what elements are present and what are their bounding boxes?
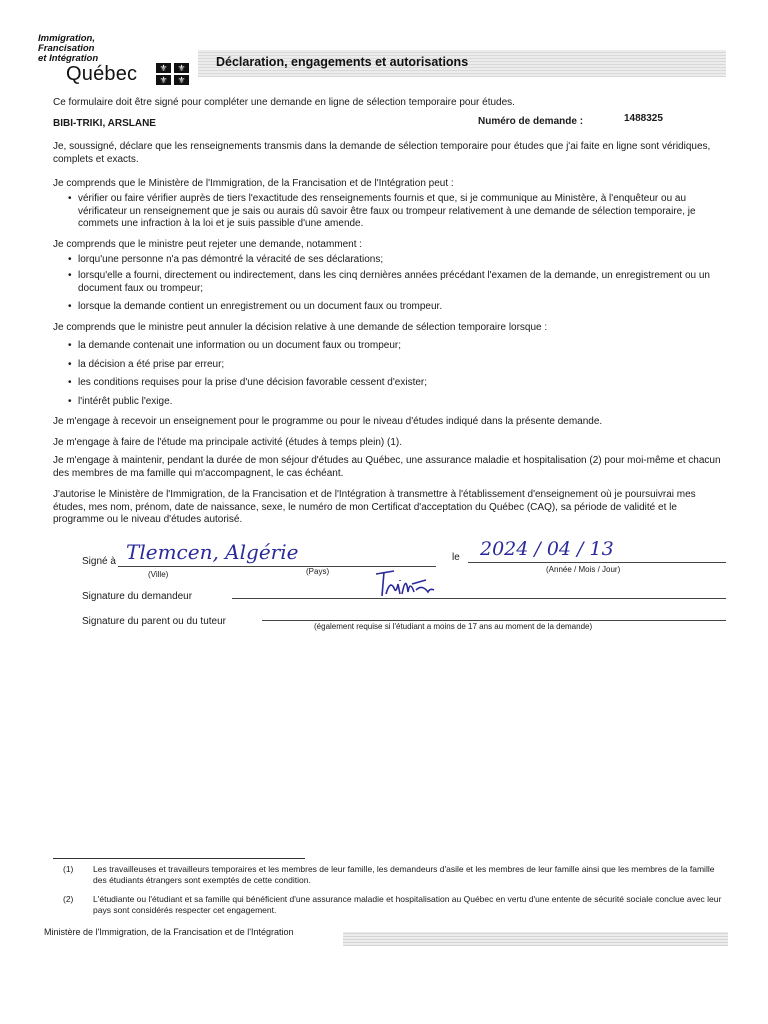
request-number-label: Numéro de demande : (478, 116, 584, 127)
footnote-1: (1) Les travailleuses et travailleurs temporaires et les membres de leur famille, les demandeurs d'asile et les membres de leur famille ainsi que les membres de la famille des étudiants étrangers sont exemptés de cette condition. (63, 864, 715, 885)
logo-line-1: Immigration, (38, 33, 96, 44)
title-band (198, 50, 726, 77)
fleur-de-lis-icon: ⚜ ⚜ ⚜ ⚜ (156, 63, 192, 87)
city-label: (Ville) (148, 570, 169, 579)
engage-insurance: Je m'engage à maintenir, pendant la durée de mon séjour d'études au Québec, une assurance maladie et hospitalisation (2) pour moi-même et chacun des membres de ma famille qui m'accompagnent, le cas échéant. (53, 455, 721, 479)
footnote-divider (53, 858, 305, 859)
list-item: • vérifier ou faire vérifier auprès de tiers l'exactitude des renseignements fournis et que, si je communique au Ministère, à l'enquêteur ou au vérificateur un renseignement que je sais ou aurais dû savoir être faux ou trompeur relativement à une demande de sélection temporaire, je commets une infraction à la loi et je suis passible d'une amende. (68, 193, 696, 229)
applicant-name: BIBI-TRIKI, ARSLANE (53, 118, 156, 129)
guardian-note: (également requise si l'étudiant a moins de 17 ans au moment de la demande) (314, 622, 593, 631)
footer-ministry: Ministère de l'Immigration, de la Francisation et de l'Intégration (44, 927, 294, 937)
engage-study: Je m'engage à faire de l'étude ma principale activité (études à temps plein) (1). (53, 437, 403, 448)
date-le-label: le (452, 552, 460, 563)
footer-band (343, 932, 728, 946)
logo-line-2: Francisation (38, 43, 95, 54)
applicant-signature-line (232, 598, 726, 599)
intro-text: Ce formulaire doit être signé pour compléter une demande en ligne de sélection temporaire pour études. (53, 97, 515, 108)
reject-intro: Je comprends que le ministre peut rejeter une demande, notamment : (53, 239, 363, 250)
form-title: Déclaration, engagements et autorisations (216, 55, 469, 69)
signed-at-label: Signé à (82, 556, 116, 567)
form-page: Immigration, Francisation et Intégration Québec ⚜ ⚜ ⚜ ⚜ Déclaration, engagements et autorisations Ce formulaire doit être signé pour compléter une demande en ligne de sélection temporaire pour études. BIBI-TRIKI, ARSLANE Numéro de demande : 1488325 Je, soussigné, déclare que les renseignements transmis dans la demande de sélection temporaire pour études que j'ai faite en ligne sont véridiques, complets et exacts. Je comprends que le Ministère de l'Immigration, de la Francisation et de l'Intégration peut : • vérifier ou faire vérifier auprès de tiers l'exactitude des renseignements fournis et que, si je communique au Ministère, à l'enquêteur ou au vérificateur un renseignement que je sais ou aurais dû savoir être faux ou trompeur relativement à une demande de sélection temporaire, je commets une infraction à la loi et je suis passible d'une amende. Je comprends que le ministre peut rejeter une demande, notamment : • lorqu'une personne n'a pas démontré la véracité de ses déclarations; • lorsqu'elle a fourni, directement ou indirectement, dans les cinq dernières années précédant l'examen de la demande, un enregistrement ou un document faux ou trompeur; • lorsque la demande contient un enregistrement ou un document faux ou trompeur. Je comprends que le ministre peut annuler la décision relative à une demande de sélection temporaire lorsque : • la demande contenait une information ou un document faux ou trompeur; • la décision a été prise par erreur; • les conditions requises pour la prise d'une décision favorable cessent d'exister; • l'intérêt public l'exige. Je m'engage à recevoir un enseignement pour le programme ou pour le niveau d'études indiqué dans la présente demande. Je m'engage à faire de l'étude ma principale activité (études à temps plein) (1). Je m'engage à maintenir, pendant la durée de mon séjour d'études au Québec, une assurance maladie et hospitalisation (2) pour moi-même et chacun des membres de ma famille qui m'accompagnent, le cas échéant. J'autorise le Ministère de l'Immigration, de la Francisation et de l'Intégration à transmettre à l'établissement d'enseignement où je poursuivrai mes études, mes nom, prénom, date de naissance, sexe, le numéro de mon Certificat d'acceptation du Québec (CAQ), sa période de validité et le programme ou le niveau d'études autorisé. Signé à Tlemcen, Algérie (Ville) (Pays) le 2024 / 04 / 13 (Année / Mois / Jour) Signature du demandeur Signature du parent ou du tuteur (également requise si l'étudiant a moins de 17 ans au moment de la demande) (1) Les travailleuses et travailleurs temporaires et les membres de leur famille, les demandeurs d'asile et les membres de leur famille ainsi que les membres de la famille des étudiants étrangers sont exemptés de cette condition. (2) L'étudiante ou l'étudiant et sa famille qui bénéficient d'une assurance maladie et hospitalisation au Québec en vertu d'une entente de sécurité sociale conclue avec leur pays sont considérés respecter cet engagement. Ministère de l'Immigration, de la Francisation et de l'Intégration (0, 0, 768, 1024)
footnote-2: (2) L'étudiante ou l'étudiant et sa famille qui bénéficient d'une assurance maladie et hospitalisation au Québec en vertu d'une entente de sécurité sociale conclue avec leur pays sont considérés respecter cet engagement. (63, 894, 722, 915)
engage-teaching: Je m'engage à recevoir un enseignement pour le programme ou pour le niveau d'études indiqué dans la présente demande. (53, 416, 603, 427)
logo-name: Québec (66, 63, 138, 85)
date-format-label: (Année / Mois / Jour) (546, 565, 621, 574)
quebec-logo (38, 34, 198, 90)
date-handwritten[interactable]: 2024 / 04 / 13 (480, 538, 614, 560)
declaration-paragraph: Je, soussigné, déclare que les renseignements transmis dans la demande de sélection temporaire pour études que j'ai faite en ligne sont véridiques, complets et exacts. (53, 141, 711, 165)
date-line (468, 562, 726, 563)
request-number: 1488325 (624, 113, 663, 124)
country-label: (Pays) (306, 567, 330, 576)
place-handwritten[interactable]: Tlemcen, Algérie (126, 540, 299, 564)
applicant-signature-label: Signature du demandeur (82, 591, 193, 602)
logo-line-3: et Intégration (38, 53, 99, 64)
cancel-intro: Je comprends que le ministre peut annuler la décision relative à une demande de sélection temporaire lorsque : (53, 322, 548, 333)
applicant-signature-mark[interactable] (372, 566, 436, 602)
guardian-signature-label: Signature du parent ou du tuteur (82, 616, 226, 627)
guardian-signature-line (262, 620, 726, 621)
authorize-paragraph: J'autorise le Ministère de l'Immigration, de la Francisation et de l'Intégration à transmettre à l'établissement d'enseignement où je poursuivrai mes études, mes nom, prénom, date de naissance, sexe, le numéro de mon Certificat d'acceptation du Québec (CAQ), sa période de validité et le programme ou le niveau d'études autorisé. (53, 489, 696, 525)
ministry-can-intro: Je comprends que le Ministère de l'Immigration, de la Francisation et de l'Intégration peut : (53, 178, 454, 189)
